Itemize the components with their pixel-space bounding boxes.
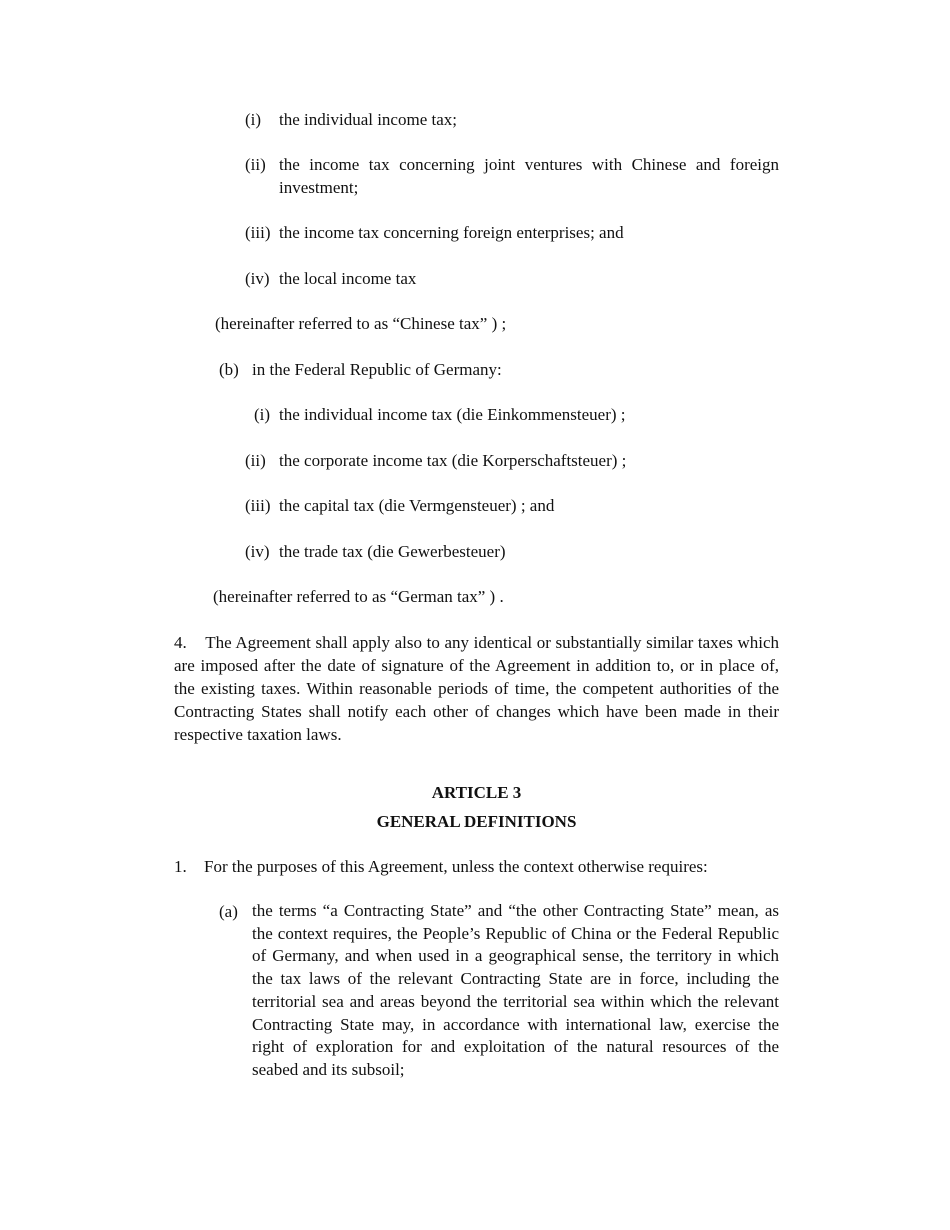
- item-text: the trade tax (die Gewerbesteuer): [279, 542, 506, 561]
- item-text: the capital tax (die Vermgensteuer) ; and: [279, 496, 555, 515]
- item-number: (ii): [245, 451, 266, 470]
- item-text: the individual income tax (die Einkommensteuer) ;: [279, 405, 626, 424]
- item-number: (iii): [245, 496, 271, 515]
- german-tax-note: (hereinafter referred to as “German tax” ) .: [213, 587, 504, 606]
- item-text: the income tax concerning joint ventures with Chinese and foreign investment;: [279, 155, 779, 197]
- paragraph-number: 4.: [174, 633, 187, 652]
- item-text: the corporate income tax (die Korperschaftsteuer) ;: [279, 451, 627, 470]
- item-number: (iv): [245, 269, 270, 288]
- item-number: (i): [245, 110, 262, 129]
- paragraph-4: [174, 631, 779, 746]
- item-label: (a): [219, 902, 238, 921]
- article-number: ARTICLE 3: [431, 783, 522, 802]
- item-text: in the Federal Republic of Germany:: [252, 360, 502, 379]
- article-title: GENERAL DEFINITIONS: [376, 812, 577, 831]
- item-text: the individual income tax;: [279, 110, 457, 129]
- item-text: the local income tax: [279, 269, 417, 288]
- chinese-tax-note: (hereinafter referred to as “Chinese tax” ) ;: [215, 314, 507, 333]
- item-number: (iv): [245, 542, 270, 561]
- item-number: (iii): [245, 223, 271, 242]
- item-text: the terms “a Contracting State” and “the other Contracting State” mean, as the context requires, the People’s Republic of China or the Federal Republic of Germany, and when used in a geographical sense, the territory in which the tax laws of the relevant Contracting State are in force, including the territorial sea and areas beyond the territorial sea within which the relevant Contracting State may, in accordance with international law, exercise the right of exploration for and exploitation of the natural resources of the seabed and its subsoil;: [252, 901, 779, 1079]
- paragraph-number: 1.: [174, 857, 187, 876]
- item-label: (b): [219, 360, 239, 379]
- item-text: the income tax concerning foreign enterprises; and: [279, 223, 624, 242]
- paragraph-text: For the purposes of this Agreement, unless the context otherwise requires:: [204, 857, 708, 876]
- paragraph-text: The Agreement shall apply also to any identical or substantially similar taxes which are imposed after the date of signature of the Agreement in addition to, or in place of, the existing taxes. Within reasonable periods of time, the competent authorities of the Contracting States shall notify each other of changes which have been made in their respective taxation laws.: [174, 633, 780, 744]
- item-number: (i): [254, 405, 271, 424]
- item-number: (ii): [245, 155, 266, 174]
